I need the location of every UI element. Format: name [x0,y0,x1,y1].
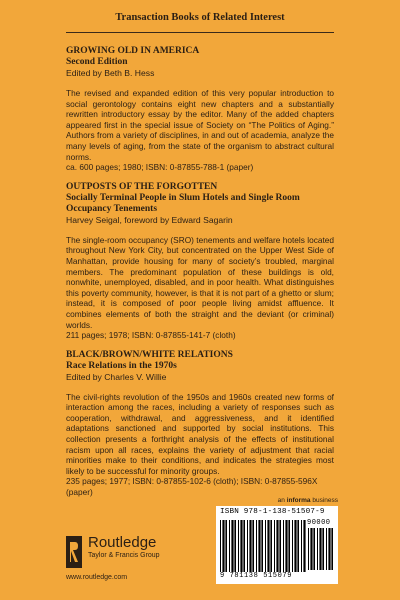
barcode-stripe [243,520,245,572]
book-entry [66,350,334,498]
barcode-stripe [276,520,278,572]
barcode-stripe [261,520,263,572]
book-entry [66,182,334,341]
informa-brand: informa [286,497,311,504]
book-subtitle: Socially Terminal People in Slum Hotels and Single Room Occupancy Tenements [66,192,300,214]
book-subtitle: Race Relations in the 1970s [66,360,177,371]
publisher-name: Routledge [88,534,157,551]
book-meta: 211 pages; 1978; ISBN: 0-87855-141-7 (cloth) [66,330,236,341]
book-subtitle: Second Edition [66,57,128,67]
informa-tagline [278,497,338,504]
barcode-stripe [249,520,251,572]
barcode-stripe [328,528,330,570]
barcode-stripe [265,520,266,572]
barcode-addon-bars [308,528,336,570]
barcode-stripe [308,528,309,570]
barcode-stripe [285,520,287,572]
barcode-stripe [229,520,230,572]
barcode-stripe [331,528,333,570]
barcode-stripe [225,520,227,572]
barcode-stripe [274,520,275,572]
book-list [66,46,334,507]
book-meta: ca. 600 pages; 1980; ISBN: 0-87855-788-1 (paper) [66,162,254,173]
publisher-group: Taylor & Francis Group [88,552,160,559]
barcode-stripe [258,520,260,572]
barcode-stripe [322,528,324,570]
routledge-logo-icon [66,536,82,568]
book-meta: 235 pages; 1977; ISBN: 0-87855-102-6 (cloth); ISBN: 0-87855-596X (paper) [66,476,318,498]
barcode-stripe [310,528,312,570]
barcode-stripe [220,520,221,572]
book-description: The single-room occupancy (SRO) tenements and welfare hotels located throughout New York City, but concentrated on the Upper West Side of Manhattan, provide housing for many of society’s troubled, marginal members. The predominant population of these buildings is old, nonwhite, unemployed, disabled, and in poor health. What distinguishes this poverty community, however, is that it is not part of a ghetto or slum; instead, it is composed of poor people living amidst affluence. It combines elements of both the straight and the deviant (or criminal) worlds. [66,234,334,330]
barcode-stripe [222,520,224,572]
book-description: The civil-rights revolution of the 1950s and 1960s created new forms of interaction among the races, including a variety of responses such as cooperation, withdrawal, and aggressiveness, and it identified adaptations sanctioned and supported by social institutions. This collection presents a forthright analysis of the effects of institutional racism upon all races, explains the variety of adjustment that racial minorities make to their conditions, and indicates the strategies most likely to be successful for minority groups. [66,391,334,476]
barcode-stripe [238,520,239,572]
barcode-stripe [270,520,272,572]
book-description: The revised and expanded edition of this very popular introduction to social gerontology contains eight new chapters and a substantially rewritten introductory essay by the editor. Many of the added chapters appeared first in the special issue of Society on “The Politics of Aging.” Authors from a variety of disciplines, in and out of academia, analyze the many levels of aging, from the state of the organism to abstract cultural norms. [66,88,334,162]
barcode-stripe [234,520,236,572]
book-entry [66,46,334,173]
barcode-stripe [292,520,293,572]
barcode-number: 9 781138 515079 [220,572,293,580]
book-title: BLACK/BROWN/WHITE RELATIONS [66,349,233,360]
barcode-bars [220,520,306,572]
informa-suffix: business [312,497,338,504]
book-title: OUTPOSTS OF THE FORGOTTEN [66,181,218,192]
book-editor: Edited by Charles V. Willie [66,371,167,382]
barcode-stripe [313,528,315,570]
barcode [216,506,338,584]
barcode-stripe [301,520,302,572]
barcode-stripe [303,520,305,572]
book-editor: Harvey Seigal, foreword by Edward Sagarin [66,214,233,225]
barcode-stripe [283,520,284,572]
informa-prefix: an [277,497,285,504]
barcode-stripe [252,520,254,572]
barcode-addon: 90000 [307,519,331,527]
barcode-stripe [256,520,257,572]
publisher-url: www.routledge.com [66,574,128,581]
barcode-stripe [279,520,281,572]
barcode-stripe [247,520,248,572]
barcode-stripe [294,520,296,572]
barcode-stripe [288,520,290,572]
barcode-stripe [317,528,318,570]
barcode-stripe [326,528,327,570]
barcode-stripe [319,528,321,570]
top-rule [66,32,334,33]
book-title: GROWING OLD IN AMERICA [66,46,200,56]
barcode-stripe [297,520,299,572]
isbn-label: ISBN 978-1-138-51507-9 [220,508,325,516]
series-heading: Transaction Books of Related Interest [115,12,285,23]
barcode-stripe [240,520,242,572]
barcode-stripe [267,520,269,572]
barcode-stripe [231,520,233,572]
book-editor: Edited by Beth B. Hess [66,68,155,78]
